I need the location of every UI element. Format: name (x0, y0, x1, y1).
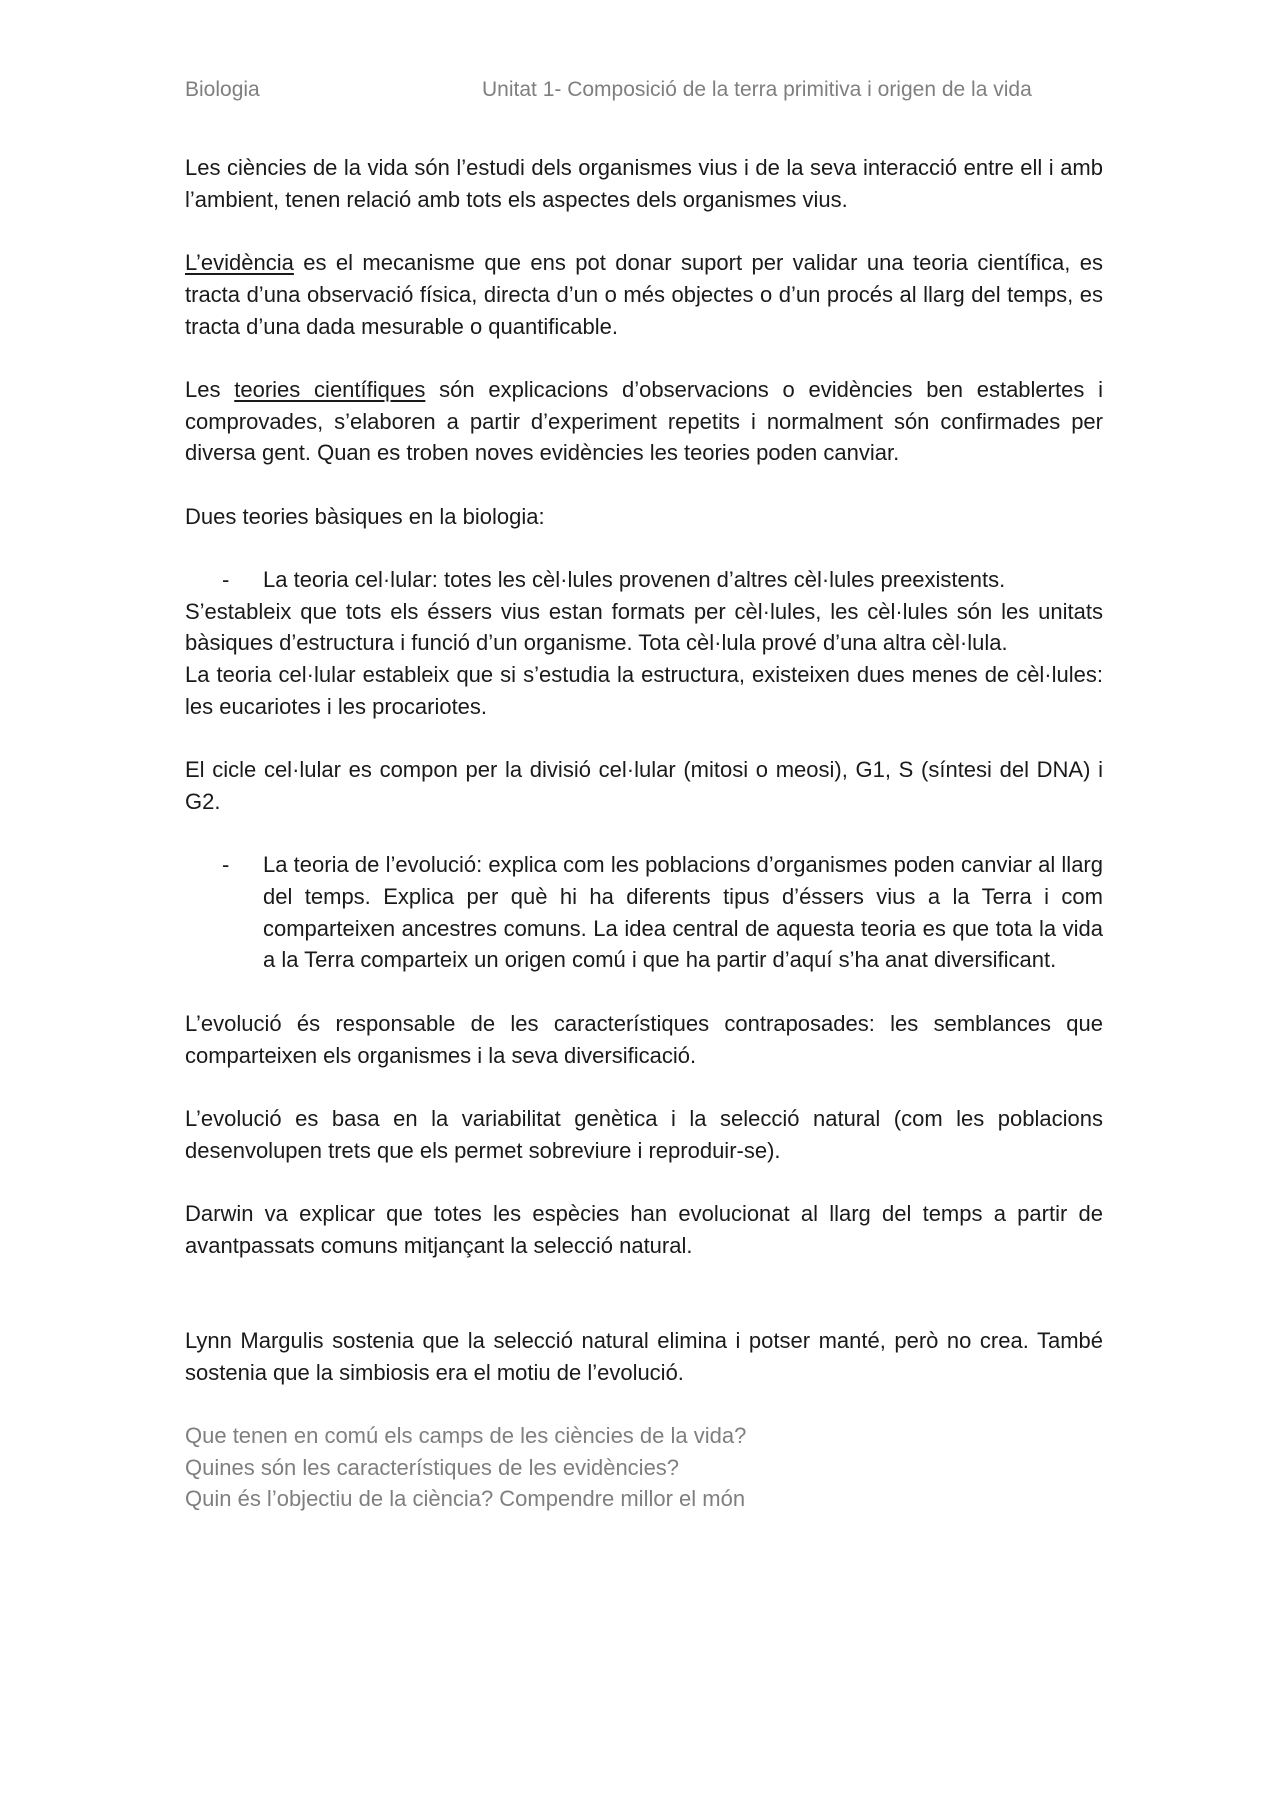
paragraph-basic-theories: Dues teories bàsiques en la biologia: (185, 503, 545, 529)
paragraph-margulis: Lynn Margulis sostenia que la selecció natural elimina i potser manté, però no crea. També sostenia que la simbiosis era el motiu de l’evolució. (185, 1327, 1103, 1385)
page-header (185, 78, 1100, 108)
document-body (185, 152, 1103, 1515)
header-unit-title: Unitat 1- Composició de la terra primitiva i origen de la vida (482, 78, 1032, 101)
question-item: Quines són les característiques de les evidències? (185, 1454, 680, 1480)
paragraph-cell-cycle: El cicle cel·lular es compon per la divisió cel·lular (mitosi o meosi), G1, S (síntesi del DNA) i G2. (185, 757, 1103, 814)
paragraph-darwin: Darwin va explicar que totes les espècies han evolucionat al llarg del temps a partir de avantpassats comuns mitjançant la selecció natural. (185, 1201, 1103, 1258)
question-item: Que tenen en comú els camps de les ciències de la vida? (185, 1422, 747, 1448)
header-subject: Biologia (185, 78, 260, 101)
list-item-evolution-theory: - La teoria de l’evolució: explica com les poblacions d’organismes poden canviar al llarg del temps. Explica per què hi ha diferents tipus d’éssers vius a la Terra i com comparteixen ancestres comuns. La idea central de aquesta teoria es que tota la vida a la Terra comparteix un origen comú i que ha partir d’aquí s’ha anat diversificant. (185, 849, 1103, 976)
question-item: Quin és l’objectiu de la ciència? Compendre millor el món (185, 1486, 746, 1512)
paragraph-evidence: L’evidència es el mecanisme que ens pot donar suport per validar una teoria científica, es tracta d’una observació física, directa d’un o més objectes o d’un procés al llarg del temps, es tracta d’una dada mesurable o quantificable. (185, 250, 1103, 339)
list-item-cell-theory: - La teoria cel·lular: totes les cèl·lules provenen d’altres cèl·lules preexistents. (185, 564, 1103, 596)
bullet-dash: - (222, 567, 230, 593)
paragraph-scientific-theories: Les teories científiques són explicacions d’observacions o evidències ben establertes i comprovades, s’elaboren a partir d’experiment repetits i normalment són confirmades per diversa gent. Quan es troben noves evidències les teories poden canviar. (185, 376, 1104, 466)
term-evidence: L’evidència (185, 250, 294, 276)
bullet-dash: - (222, 852, 230, 878)
term-scientific-theories: teories científiques (234, 376, 426, 402)
paragraph-life-sciences: Les ciències de la vida són l’estudi dels organismes vius i de la seva interacció entre ell i amb l’ambient, tenen relació amb tots els aspectes dels organismes vius. (185, 155, 1103, 212)
paragraph-evolution-responsible: L’evolució és responsable de les característiques contraposades: les semblances que comparteixen els organismes i la seva diversificació. (185, 1010, 1103, 1068)
paragraph-evolution-basis: L’evolució es basa en la variabilitat genètica i la selecció natural (com les poblacions desenvolupen trets que els permet sobreviure i reproduir-se). (185, 1105, 1103, 1163)
paragraph-cell-definition: S’estableix que tots els éssers vius estan formats per cèl·lules, les cèl·lules són les unitats bàsiques d’estructura i funció d’un organisme. Tota cèl·lula prové d’una altra cèl·lula. (185, 598, 1103, 656)
paragraph-cell-types: La teoria cel·lular estableix que si s’estudia la estructura, existeixen dues menes de cèl·lules: les eucariotes i les procariotes. (185, 662, 1103, 719)
